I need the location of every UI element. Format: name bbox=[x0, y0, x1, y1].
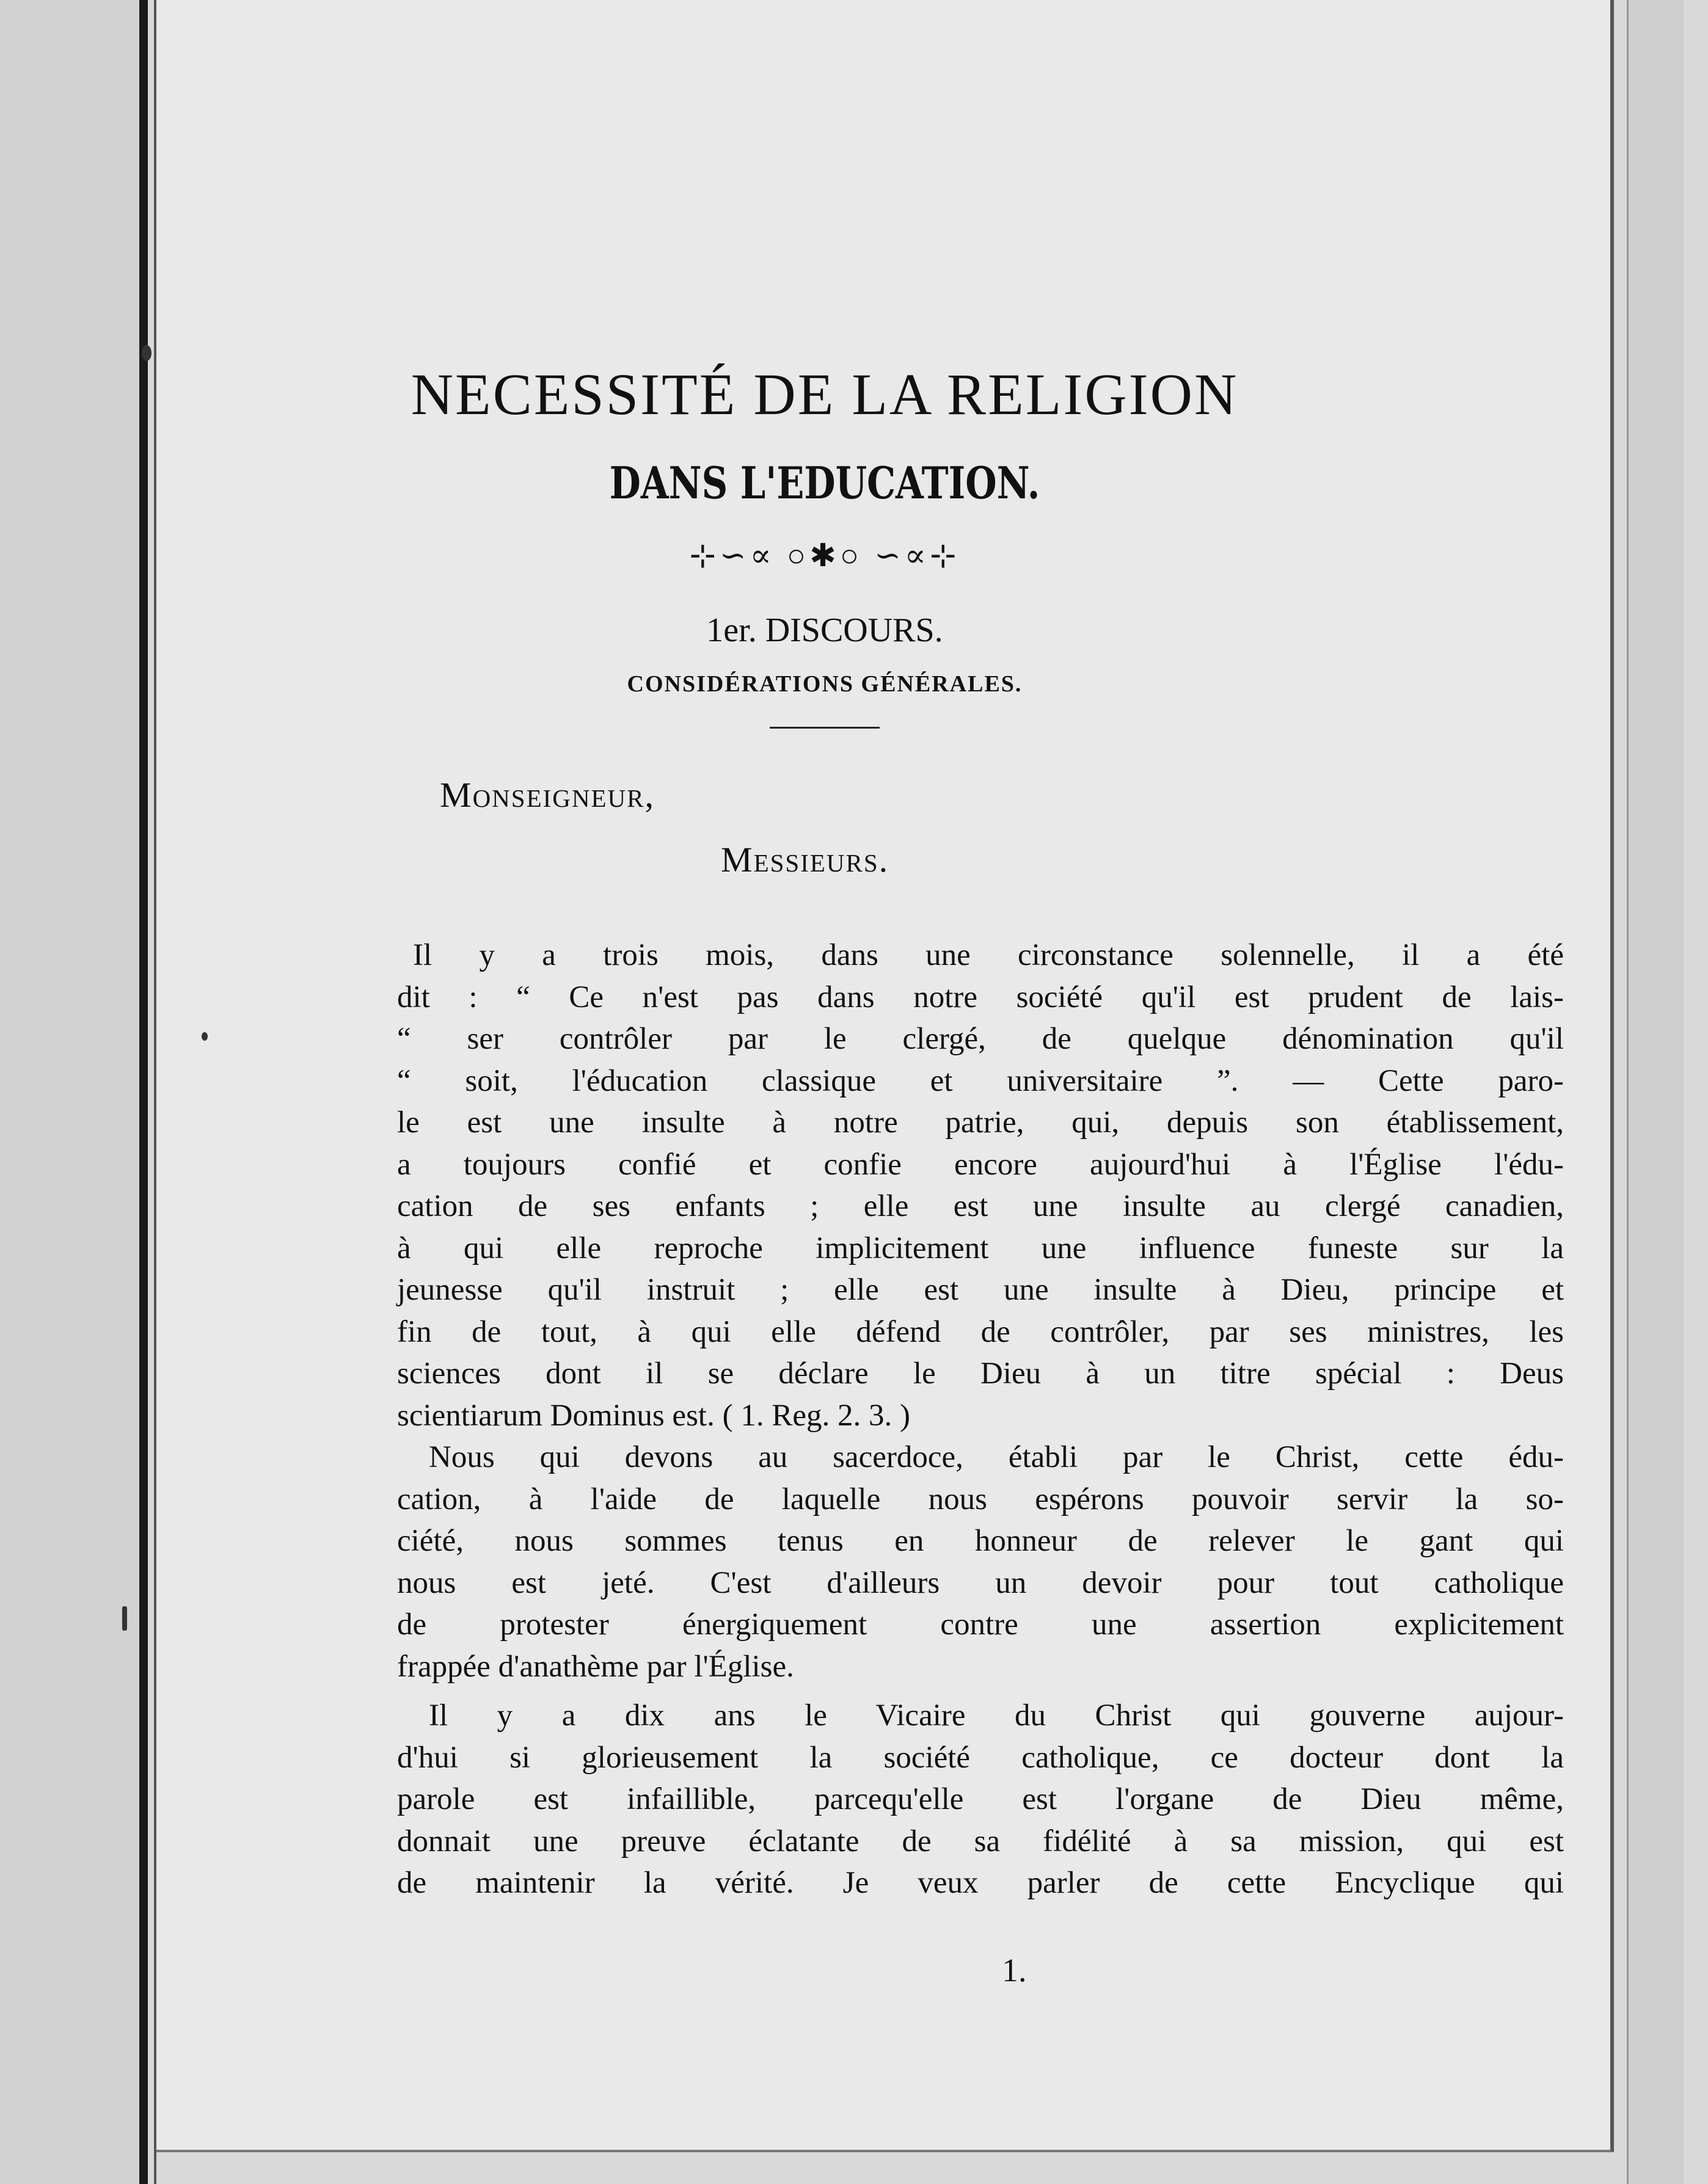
discourse-heading: 1er. DISCOURS. bbox=[706, 611, 943, 649]
text-line: a toujours confié et confie encore aujourd'hui à l'Église l'édu- bbox=[397, 1147, 1564, 1182]
text-line: nous est jeté. C'est d'ailleurs un devoir pour tout catholique bbox=[397, 1565, 1564, 1600]
text-line: dit : “ Ce n'est pas dans notre société qu'il est prudent de lais- bbox=[397, 980, 1564, 1014]
text-line: le est une insulte à notre patrie, qui, depuis son établissement, bbox=[397, 1105, 1564, 1140]
ornament-divider: ⊹∽∝ ○✱○ ∽∝⊹ bbox=[689, 539, 960, 573]
text-line: Il y a dix ans le Vicaire du Christ qui gouverne aujour- bbox=[429, 1698, 1564, 1733]
text-line: jeunesse qu'il instruit ; elle est une insulte à Dieu, principe et bbox=[397, 1273, 1564, 1307]
text-line: frappée d'anathème par l'Église. bbox=[397, 1649, 794, 1684]
binding-edge bbox=[139, 0, 148, 2184]
text-line: Nous qui devons au sacerdoce, établi par le Christ, cette édu- bbox=[429, 1440, 1564, 1474]
text-line: cation, à l'aide de laquelle nous espérons pouvoir servir la so- bbox=[397, 1482, 1564, 1516]
scan-speck bbox=[142, 345, 151, 361]
page-title: NECESSITÉ DE LA RELIGION bbox=[411, 362, 1239, 427]
text-line: scientiarum Dominus est. ( 1. Reg. 2. 3. ) bbox=[397, 1398, 910, 1433]
body-text bbox=[397, 934, 1564, 1904]
text-line: “ soit, l'éducation classique et universitaire ”. — Cette paro- bbox=[397, 1063, 1564, 1098]
page-number: 1. bbox=[1002, 1952, 1027, 1989]
salutation-messieurs: Messieurs. bbox=[721, 840, 889, 879]
salutation-monseigneur: Monseigneur, bbox=[440, 775, 655, 815]
section-heading: CONSIDÉRATIONS GÉNÉRALES. bbox=[627, 671, 1023, 697]
text-line: sciences dont il se déclare le Dieu à un titre spécial : Deus bbox=[397, 1356, 1564, 1391]
heading-rule bbox=[770, 727, 880, 729]
text-line: ciété, nous sommes tenus en honneur de relever le gant qui bbox=[397, 1524, 1564, 1558]
text-line: de protester énergiquement contre une assertion explicitement bbox=[397, 1607, 1564, 1642]
text-line: parole est infaillible, parcequ'elle est l'organe de Dieu même, bbox=[397, 1782, 1564, 1816]
scan-speck bbox=[122, 1606, 127, 1631]
text-line: à qui elle reproche implicitement une influence funeste sur la bbox=[397, 1231, 1564, 1265]
text-line: cation de ses enfants ; elle est une insulte au clergé canadien, bbox=[397, 1189, 1564, 1223]
text-line: Il y a trois mois, dans une circonstance solennelle, il a été bbox=[413, 938, 1564, 972]
scan-speck bbox=[202, 1032, 208, 1041]
scan-background bbox=[0, 0, 147, 2184]
page-subtitle: DANS L'EDUCATION. bbox=[609, 457, 1040, 509]
page-right-edge bbox=[1627, 0, 1684, 2184]
text-line: donnait une preuve éclatante de sa fidélité à sa mission, qui est bbox=[397, 1824, 1564, 1858]
page-content bbox=[244, 0, 1564, 2184]
text-line: d'hui si glorieusement la société catholique, ce docteur dont la bbox=[397, 1740, 1564, 1775]
text-line: “ ser contrôler par le clergé, de quelque dénomination qu'il bbox=[397, 1022, 1564, 1056]
text-line: de maintenir la vérité. Je veux parler de cette Encyclique qui bbox=[397, 1866, 1564, 1900]
text-line: fin de tout, à qui elle défend de contrôler, par ses ministres, les bbox=[397, 1314, 1564, 1349]
